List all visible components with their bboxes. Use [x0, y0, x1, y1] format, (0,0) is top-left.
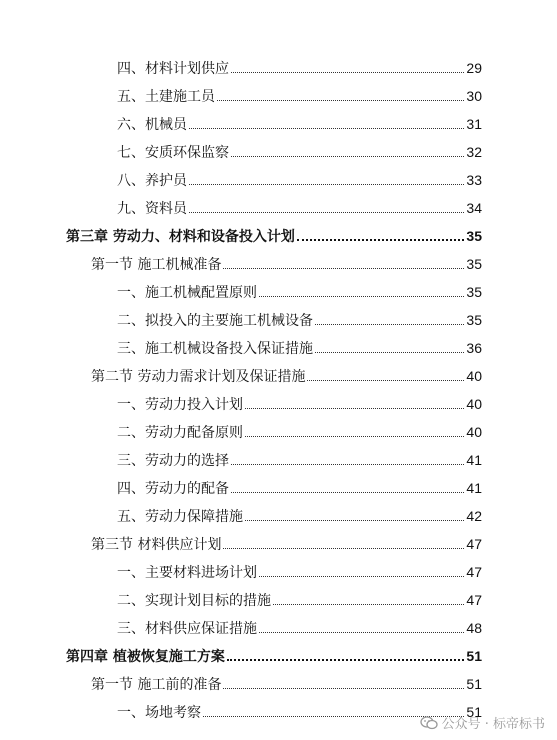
toc-leader [245, 408, 464, 409]
toc-leader [297, 239, 465, 241]
toc-entry[interactable] [117, 142, 482, 162]
toc-entry[interactable] [117, 58, 482, 78]
toc-entry-label: 一、场地考察 [117, 705, 201, 721]
toc-entry[interactable] [117, 114, 482, 134]
toc-entry-label: 第二节 劳动力需求计划及保证措施 [91, 369, 306, 385]
toc-entry[interactable] [117, 394, 482, 414]
toc-leader [245, 520, 464, 521]
toc-page-number: 48 [466, 620, 482, 636]
toc-leader [273, 604, 464, 605]
toc-entry-label: 三、材料供应保证措施 [117, 621, 257, 637]
toc-page-number: 40 [466, 396, 482, 412]
toc-entry-label: 四、材料计划供应 [117, 61, 229, 77]
toc-entry-label: 二、劳动力配备原则 [117, 425, 243, 441]
toc-entry[interactable] [117, 478, 482, 498]
toc-leader [231, 464, 464, 465]
toc-leader [315, 352, 464, 353]
toc-page-number: 51 [466, 676, 482, 692]
toc-entry[interactable] [117, 198, 482, 218]
toc-page-number: 31 [466, 116, 482, 132]
toc-entry-label: 二、实现计划目标的措施 [117, 593, 271, 609]
toc-leader [231, 156, 464, 157]
toc-page-number: 47 [466, 536, 482, 552]
toc-leader [217, 100, 464, 101]
toc-leader [231, 492, 464, 493]
toc-page-number: 51 [466, 704, 482, 720]
toc-section-entry[interactable] [91, 534, 482, 554]
toc-entry-label: 七、安质环保监察 [117, 145, 229, 161]
toc-leader [189, 128, 464, 129]
toc-entry-label: 六、机械员 [117, 117, 187, 133]
toc-entry[interactable] [117, 282, 482, 302]
toc-page-number: 47 [466, 592, 482, 608]
watermark [420, 713, 545, 732]
toc-leader [245, 436, 464, 437]
toc-leader [259, 632, 464, 633]
toc-page-number: 36 [466, 340, 482, 356]
toc-page-number: 29 [466, 60, 482, 76]
toc-chapter-entry[interactable] [66, 226, 482, 246]
toc-entry-label: 第四章 植被恢复施工方案 [66, 649, 225, 665]
toc-section-entry[interactable] [91, 366, 482, 386]
toc-section-entry[interactable] [91, 674, 482, 694]
toc-entry-label: 第三节 材料供应计划 [91, 537, 222, 553]
toc-entry-label: 三、施工机械设备投入保证措施 [117, 341, 313, 357]
toc-page-number: 35 [466, 256, 482, 272]
toc-leader [223, 548, 464, 549]
toc-entry[interactable] [117, 310, 482, 330]
toc-entry[interactable] [117, 170, 482, 190]
toc-page-number: 33 [466, 172, 482, 188]
toc-page-number: 40 [466, 424, 482, 440]
toc-entry-label: 第三章 劳动力、材料和设备投入计划 [66, 229, 295, 245]
toc-entry-label: 三、劳动力的选择 [117, 453, 229, 469]
toc-leader [223, 688, 464, 689]
toc-entry[interactable] [117, 590, 482, 610]
toc-leader [227, 659, 465, 661]
toc-page-number: 35 [466, 312, 482, 328]
toc-entry-label: 五、劳动力保障措施 [117, 509, 243, 525]
toc-entry[interactable] [117, 506, 482, 526]
toc-entry[interactable] [117, 422, 482, 442]
toc-leader [189, 184, 464, 185]
toc-leader [307, 380, 464, 381]
toc-entry-label: 第一节 施工前的准备 [91, 677, 222, 693]
toc-entry[interactable] [117, 618, 482, 638]
toc-entry-label: 八、养护员 [117, 173, 187, 189]
toc-leader [315, 324, 464, 325]
toc-entry-label: 一、施工机械配置原则 [117, 285, 257, 301]
toc-section-entry[interactable] [91, 254, 482, 274]
wechat-icon [420, 716, 438, 730]
toc-page-number: 34 [466, 200, 482, 216]
toc-leader [189, 212, 464, 213]
toc-leader [231, 72, 464, 73]
toc-entry[interactable] [117, 450, 482, 470]
toc-entry[interactable] [117, 338, 482, 358]
toc-entry[interactable] [117, 562, 482, 582]
toc-leader [259, 576, 464, 577]
toc-page-number: 32 [466, 144, 482, 160]
toc-page-number: 35 [466, 284, 482, 300]
toc-chapter-entry[interactable] [66, 646, 482, 666]
toc-entry[interactable] [117, 86, 482, 106]
toc-entry-label: 四、劳动力的配备 [117, 481, 229, 497]
toc-page-number: 41 [466, 480, 482, 496]
toc-entry-label: 第一节 施工机械准备 [91, 257, 222, 273]
toc-entry-label: 一、劳动力投入计划 [117, 397, 243, 413]
toc-page-number: 35 [466, 228, 482, 244]
toc-page-number: 41 [466, 452, 482, 468]
toc-page-number: 47 [466, 564, 482, 580]
toc-entry-label: 一、主要材料进场计划 [117, 565, 257, 581]
toc-page-number: 30 [466, 88, 482, 104]
toc-entry-label: 五、土建施工员 [117, 89, 215, 105]
watermark-text: 公众号 · 标帝标书 [441, 717, 545, 732]
toc-leader [223, 268, 464, 269]
toc-page-number: 40 [466, 368, 482, 384]
toc-page-number: 42 [466, 508, 482, 524]
toc-entry-label: 二、拟投入的主要施工机械设备 [117, 313, 313, 329]
toc-entry-label: 九、资料员 [117, 201, 187, 217]
toc-leader [259, 296, 464, 297]
toc-page-number: 51 [466, 648, 482, 664]
